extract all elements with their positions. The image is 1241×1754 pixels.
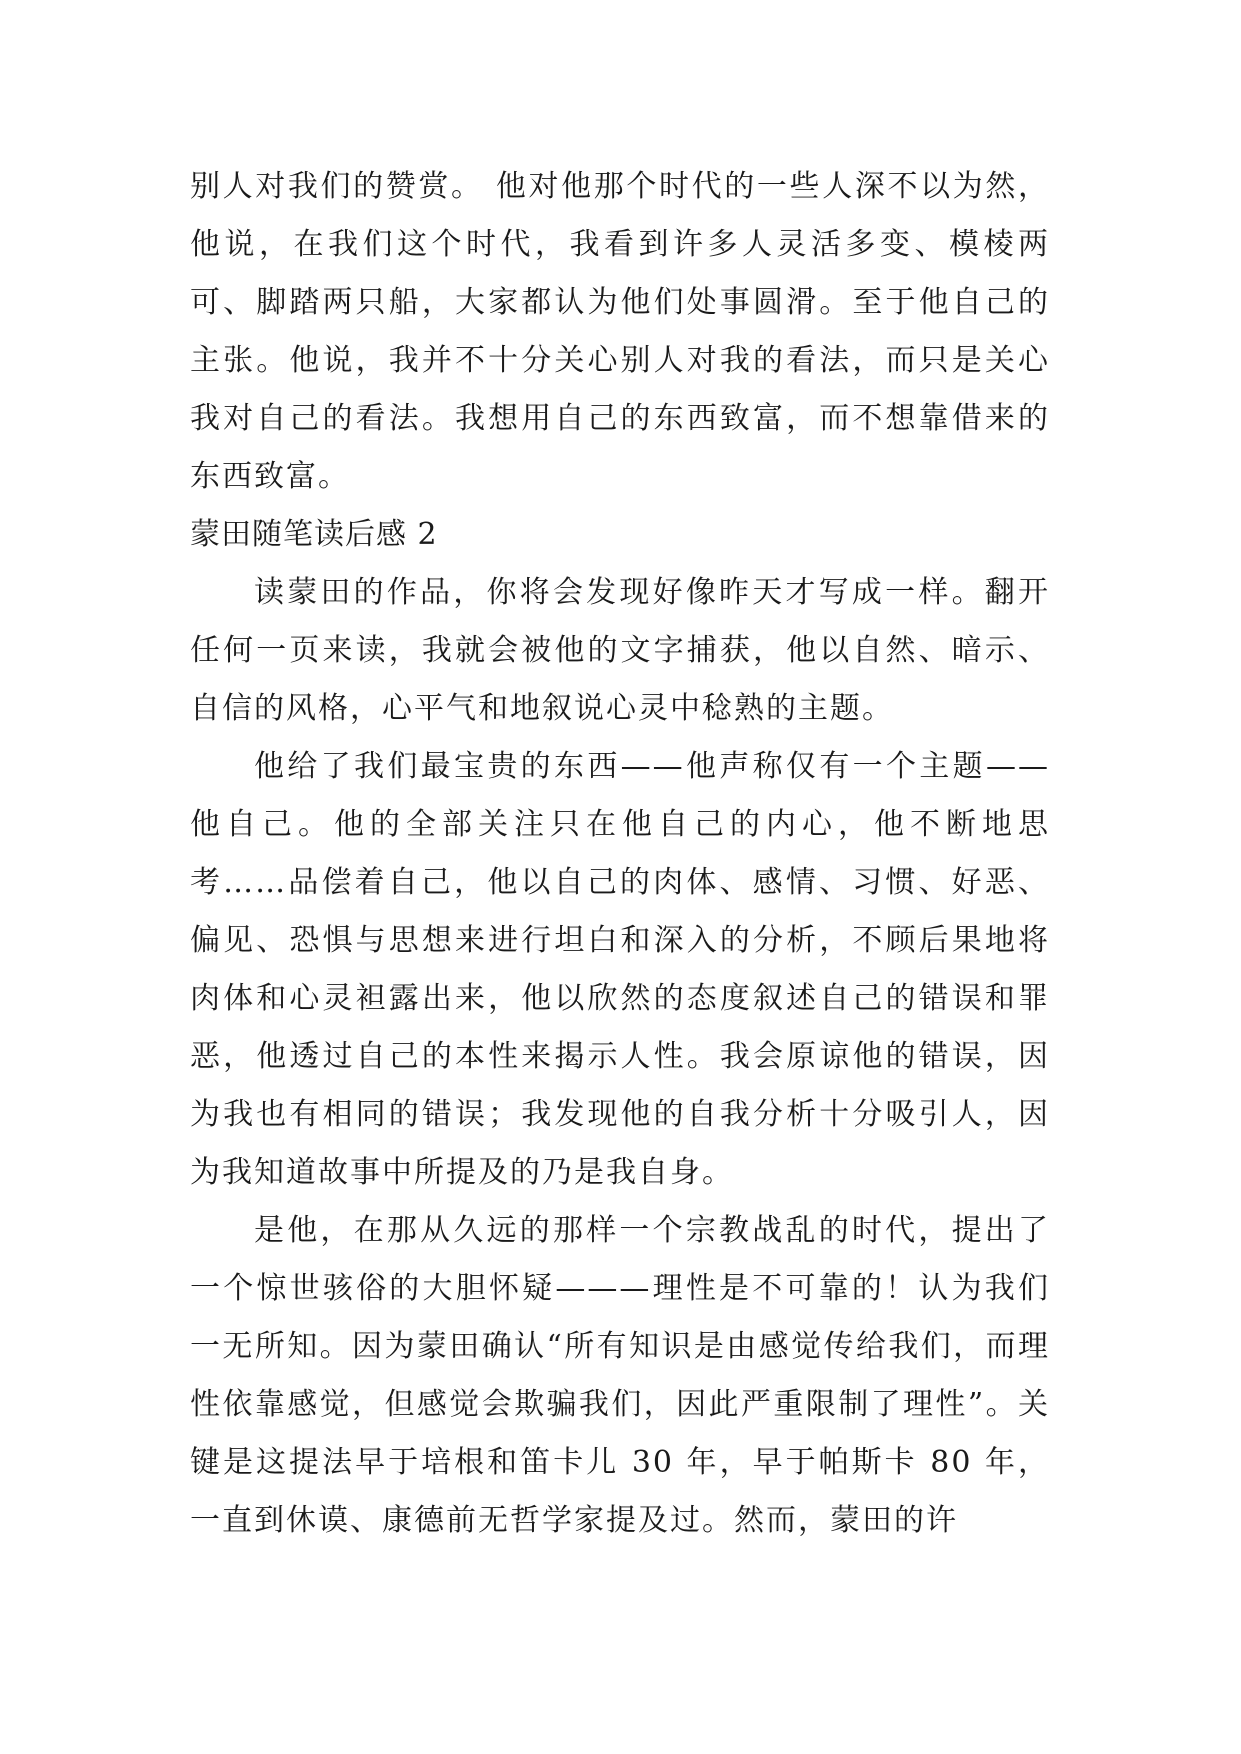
continuation-paragraph: 别人对我们的赞赏。 他对他那个时代的一些人深不以为然，他说，在我们这个时代，我看到许多人灵活多变、模棱两可、脚踏两只船，大家都认为他们处事圆滑。至于他自己的主张。他说，我并不十分关心别人对我的看法，而只是关心我对自己的看法。我想用自己的东西致富，而不想靠借来的东西致富。 [190,169,1050,494]
document-page [190,158,1050,1550]
body-paragraph-2: 他给了我们最宝贵的东西——他声称仅有一个主题——他自己。他的全部关注只在他自己的内心，他不断地思考……品偿着自己，他以自己的肉体、感情、习惯、好恶、偏见、恐惧与思想来进行坦白和深入的分析，不顾后果地将肉体和心灵袒露出来，他以欣然的态度叙述自己的错误和罪恶，他透过自己的本性来揭示人性。我会原谅他的错误，因为我也有相同的错误；我发现他的自我分析十分吸引人，因为我知道故事中所提及的乃是我自身。 [190,749,1050,1190]
section-title: 蒙田随笔读后感 2 [190,517,438,552]
body-paragraph-3: 是他，在那从久远的那样一个宗教战乱的时代，提出了一个惊世骇俗的大胆怀疑———理性是不可靠的！认为我们一无所知。因为蒙田确认“所有知识是由感觉传给我们，而理性依靠感觉，但感觉会欺骗我们，因此严重限制了理性”。关键是这提法早于培根和笛卡儿 30 年，早于帕斯卡 80 年，一直到休谟、康德前无哲学家提及过。然而，蒙田的许 [190,1213,1050,1538]
body-paragraph-1: 读蒙田的作品，你将会发现好像昨天才写成一样。翻开任何一页来读，我就会被他的文字捕获，他以自然、暗示、自信的风格，心平气和地叙说心灵中稔熟的主题。 [190,575,1050,726]
